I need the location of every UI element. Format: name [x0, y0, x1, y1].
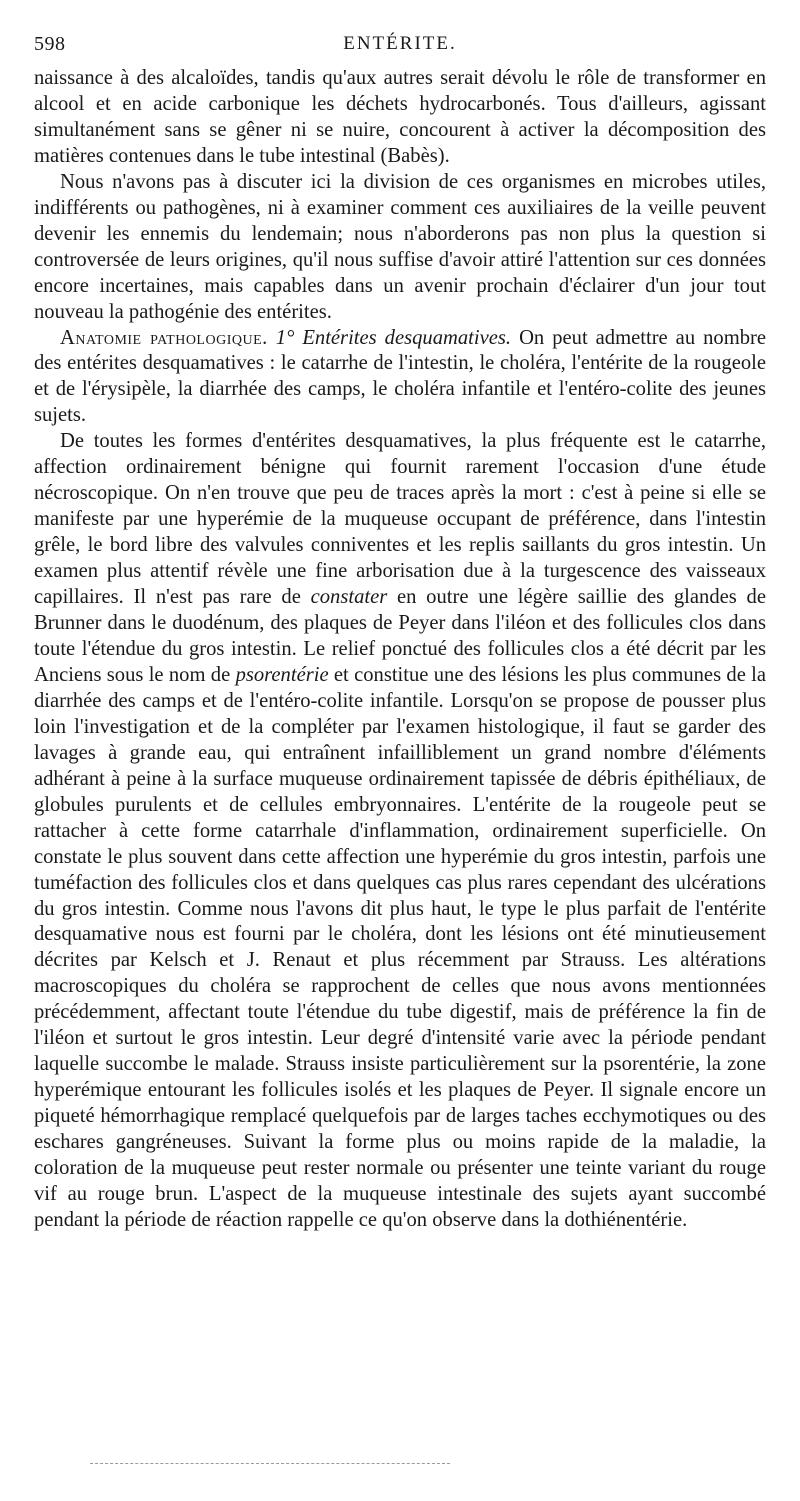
paragraph-text: en outre une légère saillie des glandes de Brunner dans le duodénum, des plaques de Peyer dans l'iléon et des follicules clos dans toute l'étendue du gros intestin. Le relief ponctué des follicules clos a été décrit par les Anciens sous le nom de	[34, 586, 766, 686]
paragraph-text: On peut admettre au nombre des entérites desquamatives : le catarrhe de l'intestin, le choléra, l'entérite de la rougeole et de l'érysipèle, la diarrhée des camps, le choléra infantile et l'entéro-colite des jeunes sujets.	[34, 326, 767, 427]
body-text	[34, 66, 766, 1234]
paragraph-continued: naissance à des alcaloïdes, tandis qu'aux autres serait dévolu le rôle de transformer en alcool et en acide carbonique les déchets hydrocarbonés. Tous d'ailleurs, agissant simultanément sans se gêner ni se nuire, concourent à activer la décomposition des matières contenues dans le tube intestinal (Babès).	[34, 67, 766, 167]
page-header	[34, 33, 766, 61]
emphasis-text: psorentérie	[235, 663, 329, 686]
running-title: ENTÉRITE.	[343, 33, 457, 54]
subsection-heading: 1° Entérites desquamatives.	[275, 326, 512, 349]
emphasis-text: constater	[310, 586, 388, 609]
footer-dashed-rule	[90, 1463, 450, 1464]
paragraph-catarrhe	[34, 429, 766, 1234]
section-heading: Anatomie pathologique.	[60, 326, 268, 349]
paragraph-anatomie-pathologique	[34, 326, 766, 430]
paragraph-text: De toutes les formes d'entérites desquamatives, la plus fréquente est le catarrhe, affection ordinairement bénigne qui fournit rarement l'occasion d'une étude nécroscopique. On n'en trouve que peu de traces après la mort : c'est à peine si elle se manifeste par une hyperémie de la muqueuse occupant de préférence, dans l'intestin grêle, le bord libre des valvules conniventes et les replis saillants du gros intestin. Un examen plus attentif révèle une fine arborisation due à la turgescence des vaisseaux capillaires. Il n'est pas rare de	[34, 430, 766, 609]
page-number: 598	[34, 33, 66, 55]
paragraph-microbes: Nous n'avons pas à discuter ici la division de ces organismes en microbes utiles, indifférents ou pathogènes, ni à examiner comment ces auxiliaires de la veille peuvent devenir les ennemis du lendemain; nous n'aborderons pas non plus la question si controversée de leurs origines, qu'il nous suffise d'avoir attiré l'attention sur ces données encore incertaines, mais capables dans un avenir prochain d'éclairer d'un jour tout nouveau la pathogénie des entérites.	[34, 170, 766, 323]
paragraph-text: et constitue une des lésions les plus communes de la diarrhée des camps et de l'entéro-colite infantile. Lorsqu'on se propose de pousser plus loin l'investigation et de la compléter par l'examen histologique, il faut se garder des lavages à grande eau, qui entraînent infailliblement un grand nombre d'éléments adhérant à peine à la surface muqueuse ordinairement tapissée de débris épithéliaux, de globules purulents et de cellules embryonnaires. L'entérite de la rougeole peut se rattacher à cette forme catarrhale d'inflammation, ordinairement superficielle. On constate le plus souvent dans cette affection une hyperémie du gros intestin, parfois une tuméfaction des follicules clos et dans quelques cas plus rares cependant des ulcérations du gros intestin. Comme nous l'avons dit plus haut, le type le plus parfait de l'entérite desquamative nous est fourni par le choléra, dont les lésions ont été minutieusement décrites par Kelsch et J. Renaut et plus récemment par Strauss. Les altérations macroscopiques du choléra se rapprochent de celles que nous avons mentionnées précédemment, affectant toute l'étendue du tube digestif, mais de préférence la fin de l'iléon et surtout le gros intestin. Leur degré d'intensité varie avec la période pendant laquelle succombe le malade. Strauss insiste particulièrement sur la psorentérie, la zone hyperémique entourant les follicules isolés et les plaques de Peyer. Il signale encore un piqueté hémorrhagique remplacé quelquefois par de larges taches ecchymotiques ou des eschares gangréneuses. Suivant la forme plus ou moins rapide de la maladie, la coloration de la muqueuse peut rester normale ou présenter une teinte variant du rouge vif au rouge brun. L'aspect de la muqueuse intestinale des sujets ayant succombé pendant la période de réaction rappelle ce qu'on observe dans la dothiénentérie.	[34, 663, 766, 1231]
